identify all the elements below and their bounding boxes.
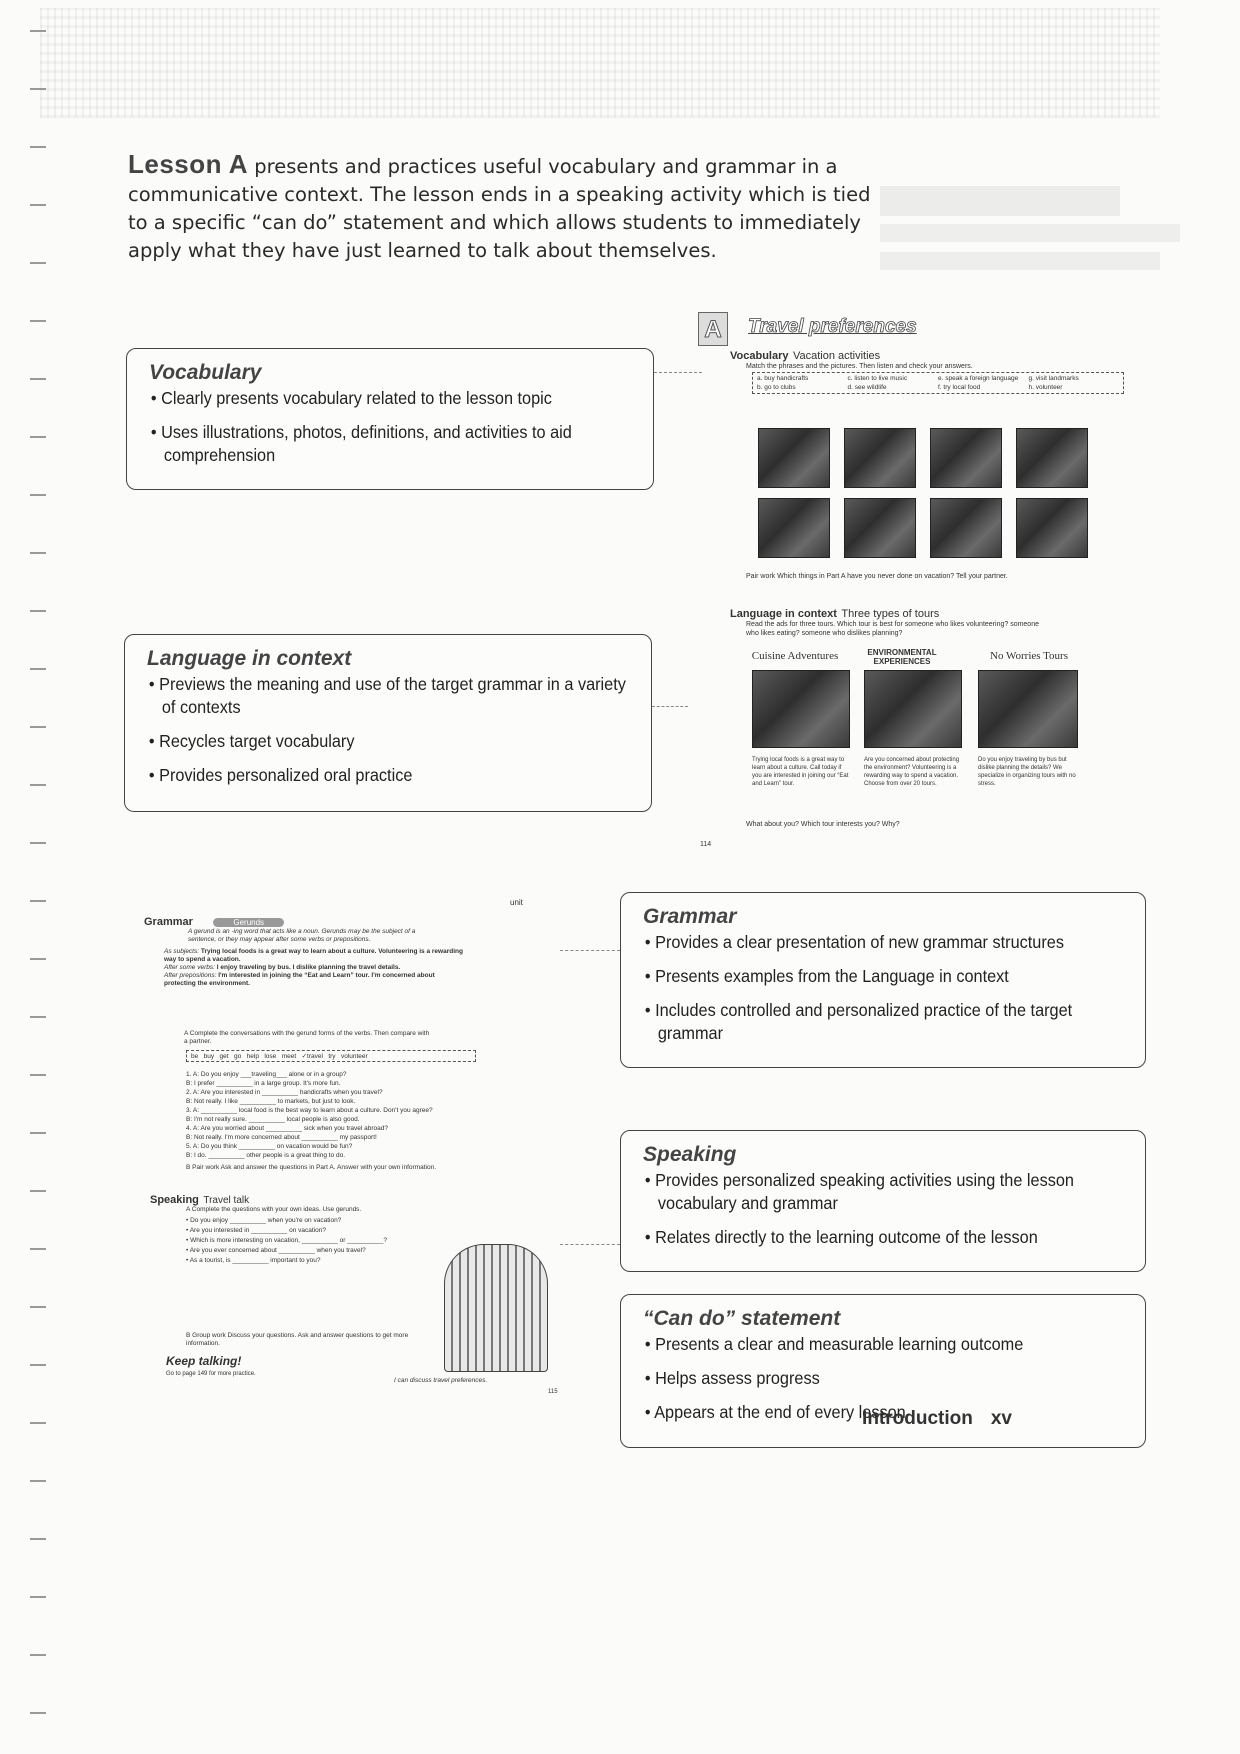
section-language-in-context: Language in context — [730, 608, 837, 620]
photo — [930, 428, 1002, 488]
callout-item: • Presents a clear and measurable learning outcome — [643, 1333, 1121, 1356]
binding-mark — [30, 320, 46, 322]
speaking-question: • Are you interested in __________ on vacation? — [186, 1227, 326, 1234]
sample-page-114 — [694, 310, 1136, 850]
binding-mark — [30, 1712, 46, 1714]
keep-talking-sub: Go to page 149 for more practice. — [166, 1371, 256, 1377]
footer-label: Introduction — [862, 1408, 973, 1429]
binding-mark — [30, 88, 46, 90]
vocab-word: g. visit landmarks — [1028, 375, 1079, 382]
callout-item: • Previews the meaning and use of the target grammar in a variety of contexts — [147, 673, 627, 719]
callout-speaking — [620, 1130, 1146, 1272]
callout-grammar — [620, 892, 1146, 1068]
tour-ad: Are you concerned about protecting the environment? Volunteering is a rewarding way to spend a vacation. Choose from over 20 tours. — [864, 757, 960, 787]
binding-mark — [30, 1016, 46, 1018]
photo — [758, 498, 830, 558]
vocab-word: d. see wildlife — [847, 384, 887, 391]
section-vocabulary: Vocabulary — [730, 350, 789, 362]
callout-title: Grammar — [643, 905, 737, 928]
binding-mark — [30, 204, 46, 206]
speaking-question: • Which is more interesting on vacation, __________ or __________? — [186, 1237, 388, 1244]
convo-line: 4. A: Are you worried about __________ sick when you travel abroad? — [186, 1125, 388, 1132]
vocab-word: c. listen to live music — [847, 375, 908, 382]
photo — [758, 428, 830, 488]
word-box — [752, 372, 1124, 394]
example: I enjoy traveling by bus. I dislike planning the travel details. — [216, 964, 401, 971]
example-label: After some verbs: — [164, 964, 215, 971]
page-footer — [862, 1408, 1012, 1430]
lesson-title: Travel preferences — [748, 316, 917, 337]
convo-line: B: Not really. I like __________ to markets, but just to look. — [186, 1098, 356, 1105]
scan-noise — [40, 8, 1160, 118]
tour-ad: Do you enjoy traveling by bus but dislike planning the details? We specialize in organizing tours with no stress. — [978, 757, 1076, 787]
section-subtitle: Vacation activities — [792, 350, 881, 362]
callout-title: Speaking — [643, 1143, 737, 1166]
binding-mark — [30, 378, 46, 380]
connector-line — [560, 950, 620, 951]
photo — [844, 428, 916, 488]
binding-mark — [30, 262, 46, 264]
convo-line: 3. A: __________ local food is the best way to learn about a culture. Don't you agree? — [186, 1107, 433, 1114]
section-grammar: Grammar — [144, 916, 193, 928]
connector-line — [560, 1244, 620, 1245]
bleed-through — [880, 186, 1200, 296]
speaking-question: • Are you ever concerned about __________ when you travel? — [186, 1247, 366, 1254]
binding-mark — [30, 900, 46, 902]
binding-mark — [30, 1306, 46, 1308]
binding-mark — [30, 1538, 46, 1540]
example-label: As subjects: — [164, 948, 200, 955]
callout-item: • Uses illustrations, photos, definitions, and activities to aid comprehension — [149, 421, 629, 467]
vocab-word: b. go to clubs — [757, 384, 796, 391]
binding-mark — [30, 1132, 46, 1134]
binding-mark — [30, 784, 46, 786]
footer-page-number: xv — [990, 1408, 1012, 1429]
tour-photo — [864, 670, 962, 748]
sample-page-115 — [144, 898, 564, 1438]
photo — [844, 498, 916, 558]
section-speaking: Speaking — [150, 1194, 199, 1206]
callout-item: • Provides a clear presentation of new grammar structures — [643, 931, 1121, 954]
callout-item: • Relates directly to the learning outcome of the lesson — [643, 1226, 1121, 1249]
binding-mark — [30, 1364, 46, 1366]
binding-mark — [30, 146, 46, 148]
convo-line: B: Not really. I'm more concerned about __________ my passport! — [186, 1134, 377, 1141]
callout-title: Language in context — [147, 647, 352, 670]
binding-mark — [30, 842, 46, 844]
binding-mark — [30, 1190, 46, 1192]
instruction: Match the phrases and the pictures. Then listen and check your answers. — [746, 363, 973, 370]
convo-line: 1. A: Do you enjoy ___traveling___ alone or in a group? — [186, 1071, 347, 1078]
tour-photo — [752, 670, 850, 748]
callout-title: “Can do” statement — [643, 1307, 841, 1330]
convo-line: B: I prefer __________ in a large group. It's more fun. — [186, 1080, 341, 1087]
photo — [1016, 498, 1088, 558]
tourist-illustration — [444, 1244, 548, 1372]
binding-mark — [30, 1654, 46, 1656]
binding-mark — [30, 726, 46, 728]
speaking-question: • Do you enjoy __________ when you're on vacation? — [186, 1217, 342, 1224]
callout-item: • Presents examples from the Language in context — [643, 965, 1121, 988]
tour-name: Cuisine Adventures — [751, 650, 839, 662]
convo-line: B: I'm not really sure. __________ local people is also good. — [186, 1116, 360, 1123]
binding-mark — [30, 552, 46, 554]
grammar-a: A Complete the conversations with the gerund forms of the verbs. Then compare with a partner. — [184, 1030, 430, 1045]
binding-mark — [30, 668, 46, 670]
convo-line: 5. A: Do you think __________ on vacation would be fun? — [186, 1143, 353, 1150]
grammar-definition: A gerund is an -ing word that acts like a noun. Gerunds may be the subject of a sentence, or they may appear after some verbs or prepositions. — [188, 928, 416, 943]
vocab-word: h. volunteer — [1028, 384, 1063, 391]
binding-mark — [30, 958, 46, 960]
callout-vocabulary — [126, 348, 654, 490]
binding-mark — [30, 610, 46, 612]
speaking-question: • As a tourist, is __________ important to you? — [186, 1257, 321, 1264]
example: I'm interested in joining the “Eat and Learn” tour. I'm concerned about protecting the environment. — [164, 972, 435, 987]
binding-mark — [30, 1422, 46, 1424]
grammar-b: B Pair work Ask and answer the questions in Part A. Answer with your own information. — [186, 1164, 437, 1171]
speaking-b: B Group work Discuss your questions. Ask and answer questions to get more information. — [186, 1332, 409, 1347]
callout-language-in-context — [124, 634, 652, 812]
callout-item: • Helps assess progress — [643, 1367, 1121, 1390]
intro-text: presents and practices useful vocabulary and grammar in a communicative context. The lesson ends in a speaking activity which is tied to a specific “can do” statement and which allows students to immediately apply what they have just learned to talk about themselves. — [128, 155, 871, 262]
convo-line: B: I do. __________ other people is a great thing to do. — [186, 1152, 346, 1159]
callout-item: • Appears at the end of every lesson — [643, 1401, 1121, 1424]
photo — [1016, 428, 1088, 488]
can-do-line: I can discuss travel preferences. — [394, 1377, 488, 1384]
binding-mark — [30, 1596, 46, 1598]
example: Trying local foods is a great way to learn about a culture. Volunteering is a rewarding way to spend a vacation. — [164, 948, 463, 963]
example-label: After prepositions: — [164, 972, 217, 979]
callout-title: Vocabulary — [149, 361, 262, 384]
language-b: What about you? Which tour interests you? Why? — [746, 821, 900, 828]
tour-name: No Worries Tours — [990, 650, 1068, 662]
binding-mark — [30, 1074, 46, 1076]
vocab-word: e. speak a foreign language — [938, 375, 1019, 382]
photo — [930, 498, 1002, 558]
binding-marks — [30, 0, 50, 1754]
unit-label: unit — [510, 898, 523, 907]
vocab-word: f. try local food — [938, 384, 981, 391]
connector-line — [652, 706, 688, 707]
binding-mark — [30, 1480, 46, 1482]
instruction: Read the ads for three tours. Which tour is best for someone who likes volunteering? someone who likes eating? someone who dislikes planning? — [746, 621, 1039, 637]
tour-ad: Trying local foods is a great way to learn about a culture. Call today if you are interested in joining our “Eat and Learn” tour. — [752, 757, 849, 787]
verb-box: be buy get go help lose meet ✓travel try volunteer — [186, 1050, 476, 1062]
callout-item: • Provides personalized speaking activities using the lesson vocabulary and grammar — [643, 1169, 1121, 1215]
callout-item: • Clearly presents vocabulary related to the lesson topic — [149, 387, 629, 410]
pair-work-b: Pair work Which things in Part A have you never done on vacation? Tell your partner. — [746, 573, 1008, 580]
binding-mark — [30, 494, 46, 496]
callout-item: • Provides personalized oral practice — [147, 764, 627, 787]
vocab-word: a. buy handicrafts — [757, 375, 809, 382]
lesson-a-heading: Lesson A — [128, 149, 249, 179]
lesson-letter-badge: A — [698, 312, 728, 346]
intro-paragraph — [128, 150, 878, 265]
grammar-tag: Gerunds — [213, 918, 284, 927]
page-number: 114 — [700, 841, 712, 848]
speaking-a: A Complete the questions with your own ideas. Use gerunds. — [186, 1206, 362, 1213]
keep-talking: Keep talking! — [166, 1354, 242, 1368]
binding-mark — [30, 30, 46, 32]
tour-name: ENVIRONMENTAL EXPERIENCES — [867, 648, 937, 666]
section-subtitle: Three types of tours — [841, 608, 940, 620]
callout-item: • Includes controlled and personalized practice of the target grammar — [643, 999, 1121, 1045]
binding-mark — [30, 436, 46, 438]
section-subtitle: Travel talk — [203, 1195, 250, 1206]
page-number: 115 — [548, 1389, 558, 1395]
callout-item: • Recycles target vocabulary — [147, 730, 627, 753]
convo-line: 2. A: Are you interested in __________ handicrafts when you travel? — [186, 1089, 383, 1096]
binding-mark — [30, 1248, 46, 1250]
tour-photo — [978, 670, 1078, 748]
